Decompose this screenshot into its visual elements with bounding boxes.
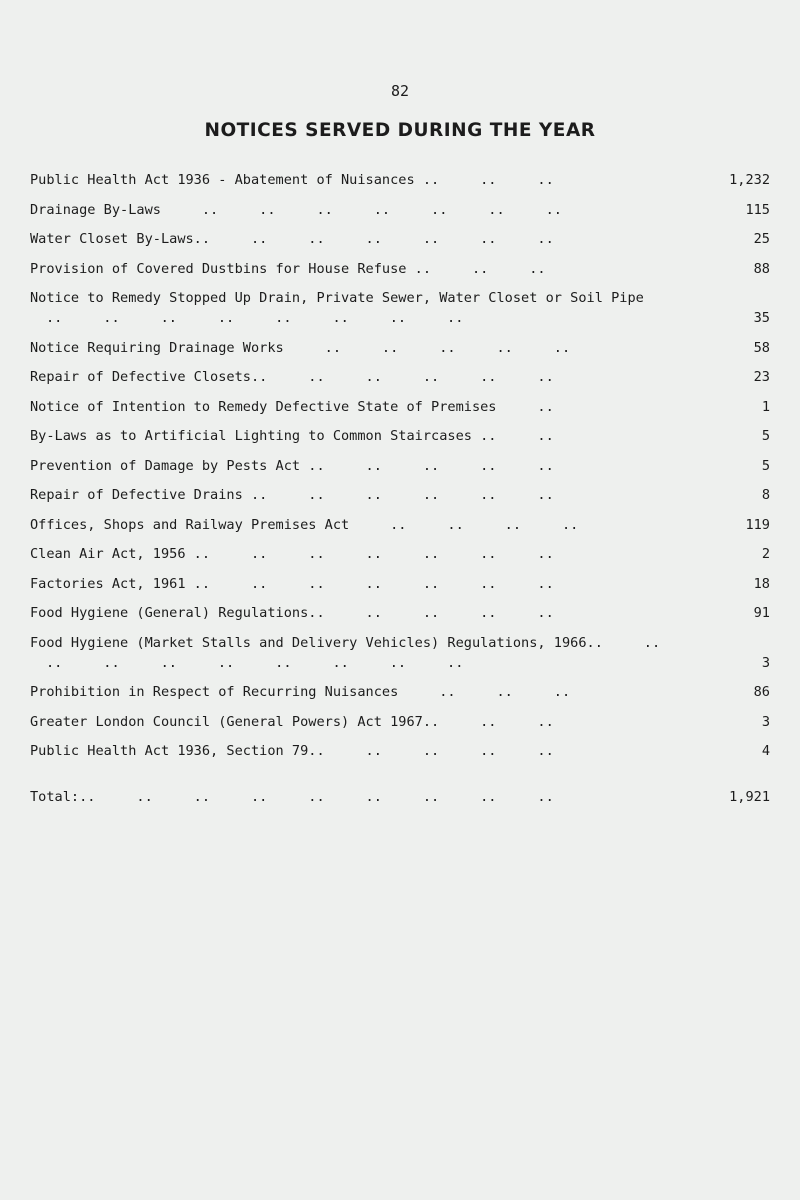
row-value: 5	[761, 428, 770, 444]
page-title: NOTICES SERVED DURING THE YEAR	[204, 120, 596, 141]
table-row	[30, 259, 770, 279]
row-label: By-Laws as to Artificial Lighting to Common Staircases .. ..	[30, 428, 554, 444]
row-value: 23	[753, 369, 770, 385]
total-label: Total:.. .. .. .. .. .. .. .. ..	[30, 789, 554, 805]
row-label: Notice Requiring Drainage Works .. .. .. .. ..	[30, 339, 571, 356]
table-row	[30, 682, 770, 702]
row-label: Prohibition in Respect of Recurring Nuisances .. .. ..	[30, 684, 571, 700]
table-row	[30, 288, 770, 328]
row-label: Drainage By-Laws .. .. .. .. .. .. ..	[30, 201, 562, 218]
table-row	[30, 633, 770, 673]
page-number: 82	[390, 82, 410, 100]
table-row	[30, 574, 770, 594]
notices-table	[30, 170, 770, 817]
row-value: 3	[761, 654, 770, 671]
row-value: 91	[753, 605, 770, 621]
row-value: 58	[753, 339, 770, 356]
table-row	[30, 200, 770, 220]
row-label: Repair of Defective Closets.. .. .. .. .. ..	[30, 369, 554, 385]
row-value: 3	[761, 713, 770, 730]
row-label: Notice of Intention to Remedy Defective State of Premises ..	[30, 398, 554, 415]
table-row	[30, 741, 770, 761]
row-label: Water Closet By-Laws.. .. .. .. .. .. ..	[30, 231, 554, 247]
row-value: 5	[761, 457, 770, 474]
row-label: Notice to Remedy Stopped Up Drain, Private Sewer, Water Closet or Soil Pipe .. .. .. .. .. .. .. ..	[30, 290, 685, 326]
table-row	[30, 367, 770, 387]
total-value: 1,921	[729, 789, 770, 805]
table-row	[30, 456, 770, 476]
table-row	[30, 426, 770, 446]
table-row	[30, 170, 770, 190]
table-row	[30, 712, 770, 732]
row-value: 88	[753, 260, 770, 277]
row-label: Public Health Act 1936 - Abatement of Nuisances .. .. ..	[30, 172, 554, 188]
row-label: Prevention of Damage by Pests Act .. .. .. .. ..	[30, 457, 554, 474]
row-label: Repair of Defective Drains .. .. .. .. .. ..	[30, 487, 554, 503]
row-value: 8	[761, 487, 770, 503]
row-label: Factories Act, 1961 .. .. .. .. .. .. ..	[30, 575, 554, 592]
table-row	[30, 485, 770, 505]
table-row	[30, 603, 770, 623]
row-value: 1,232	[729, 172, 770, 188]
table-row	[30, 397, 770, 417]
row-value: 1	[761, 398, 770, 415]
total-row	[30, 787, 770, 807]
table-row	[30, 229, 770, 249]
row-value: 115	[745, 201, 770, 218]
table-row	[30, 515, 770, 535]
row-value: 25	[753, 231, 770, 247]
row-label: Food Hygiene (General) Regulations.. .. .. .. ..	[30, 605, 554, 621]
row-value: 119	[745, 516, 770, 533]
table-row	[30, 544, 770, 564]
row-label: Food Hygiene (Market Stalls and Delivery Vehicles) Regulations, 1966.. .. .. .. .. .. .. .. .. ..	[30, 634, 702, 671]
row-value: 86	[753, 684, 770, 700]
row-label: Greater London Council (General Powers) Act 1967.. .. ..	[30, 713, 554, 730]
row-label: Public Health Act 1936, Section 79.. .. .. .. ..	[30, 743, 554, 759]
table-row	[30, 338, 770, 358]
row-label: Provision of Covered Dustbins for House Refuse .. .. ..	[30, 260, 546, 277]
row-label: Offices, Shops and Railway Premises Act .. .. .. ..	[30, 516, 579, 533]
row-value: 35	[753, 310, 770, 326]
row-value: 18	[753, 575, 770, 592]
row-label: Clean Air Act, 1956 .. .. .. .. .. .. ..	[30, 546, 554, 562]
row-value: 4	[761, 743, 770, 759]
row-value: 2	[761, 546, 770, 562]
